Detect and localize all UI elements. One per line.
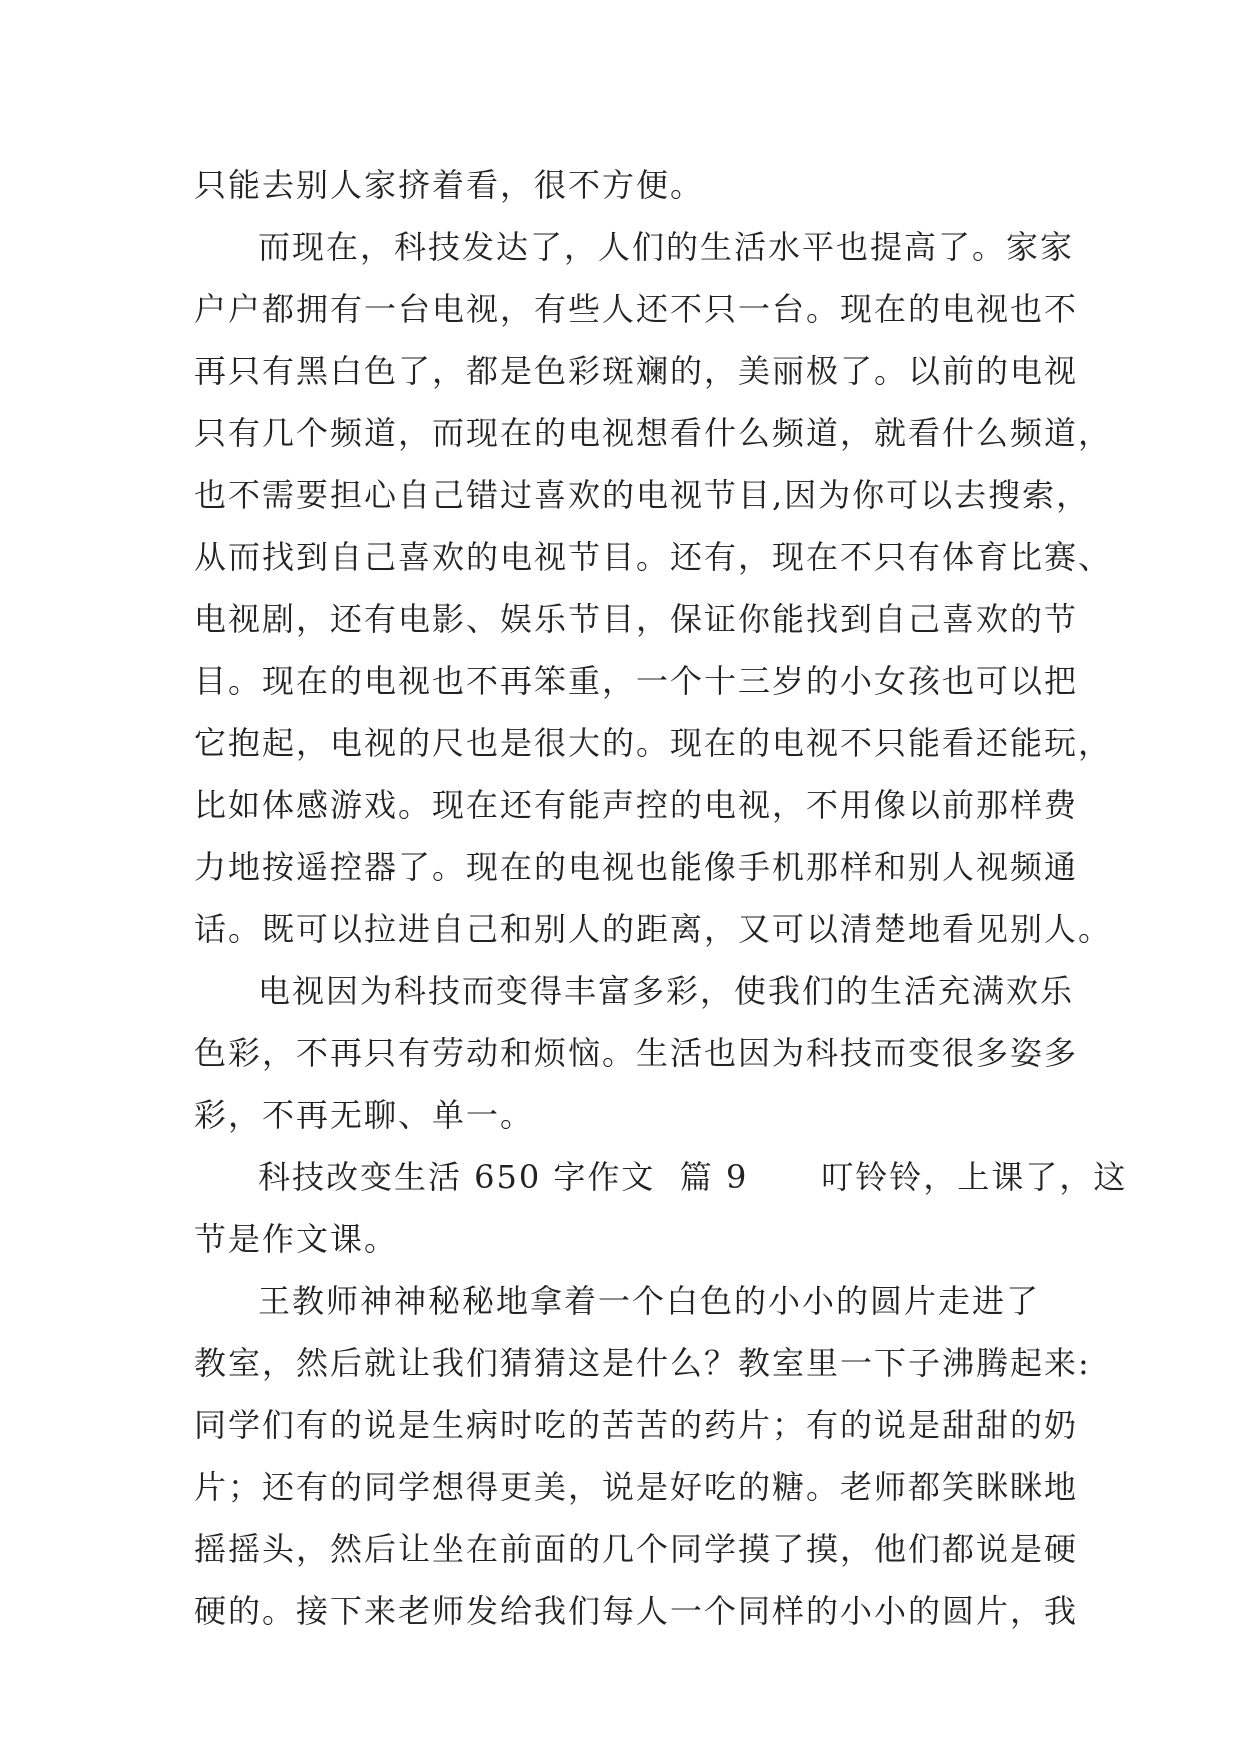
text-line: 目。现在的电视也不再笨重，一个十三岁的小女孩也可以把	[194, 662, 1079, 700]
body-text	[194, 154, 1128, 1642]
text-line: 只能去别人家挤着看，很不方便。	[194, 166, 705, 204]
text-line: 王教师神神秘秘地拿着一个白色的小小的圆片走进了	[258, 1282, 1041, 1320]
text-line: 比如体感游戏。现在还有能声控的电视，不用像以前那样费	[194, 786, 1079, 824]
text-line: 教室，然后就让我们猜猜这是什么？教室里一下子沸腾起来:	[194, 1344, 1091, 1382]
text-line: 节是作文课。	[194, 1220, 399, 1258]
text-line: 也不需要担心自己错过喜欢的电视节目,因为你可以去搜索，	[194, 476, 1091, 514]
text-line: 电视因为科技而变得丰富多彩，使我们的生活充满欢乐	[258, 972, 1075, 1010]
text-line: 户户都拥有一台电视，有些人还不只一台。现在的电视也不	[194, 290, 1079, 328]
text-line: 力地按遥控器了。现在的电视也能像手机那样和别人视频通	[194, 848, 1079, 886]
text-line: 从而找到自己喜欢的电视节目。还有，现在不只有体育比赛、	[194, 538, 1113, 576]
text-line: 而现在，科技发达了，人们的生活水平也提高了。家家	[258, 228, 1075, 266]
text-line: 再只有黑白色了，都是色彩斑斓的，美丽极了。以前的电视	[194, 352, 1079, 390]
text-line: 电视剧，还有电影、娱乐节目，保证你能找到自己喜欢的节	[194, 600, 1079, 638]
text-line: 同学们有的说是生病时吃的苦苦的药片；有的说是甜甜的奶	[194, 1406, 1079, 1444]
text-line: 硬的。接下来老师发给我们每人一个同样的小小的圆片，我	[194, 1592, 1079, 1630]
section-heading-line: 科技改变生活 650 字作文 篇 9 叮铃铃，上课了，这	[258, 1158, 1128, 1196]
text-line: 话。既可以拉进自己和别人的距离，又可以清楚地看见别人。	[194, 910, 1113, 948]
text-line: 它抱起，电视的尺也是很大的。现在的电视不只能看还能玩，	[194, 724, 1113, 762]
text-line: 彩，不再无聊、单一。	[194, 1096, 535, 1134]
text-line: 摇摇头，然后让坐在前面的几个同学摸了摸，他们都说是硬	[194, 1530, 1079, 1568]
text-line: 只有几个频道，而现在的电视想看什么频道，就看什么频道，	[194, 414, 1113, 452]
text-line: 片；还有的同学想得更美，说是好吃的糖。老师都笑眯眯地	[194, 1468, 1079, 1506]
text-line: 色彩，不再只有劳动和烦恼。生活也因为科技而变很多姿多	[194, 1034, 1079, 1072]
